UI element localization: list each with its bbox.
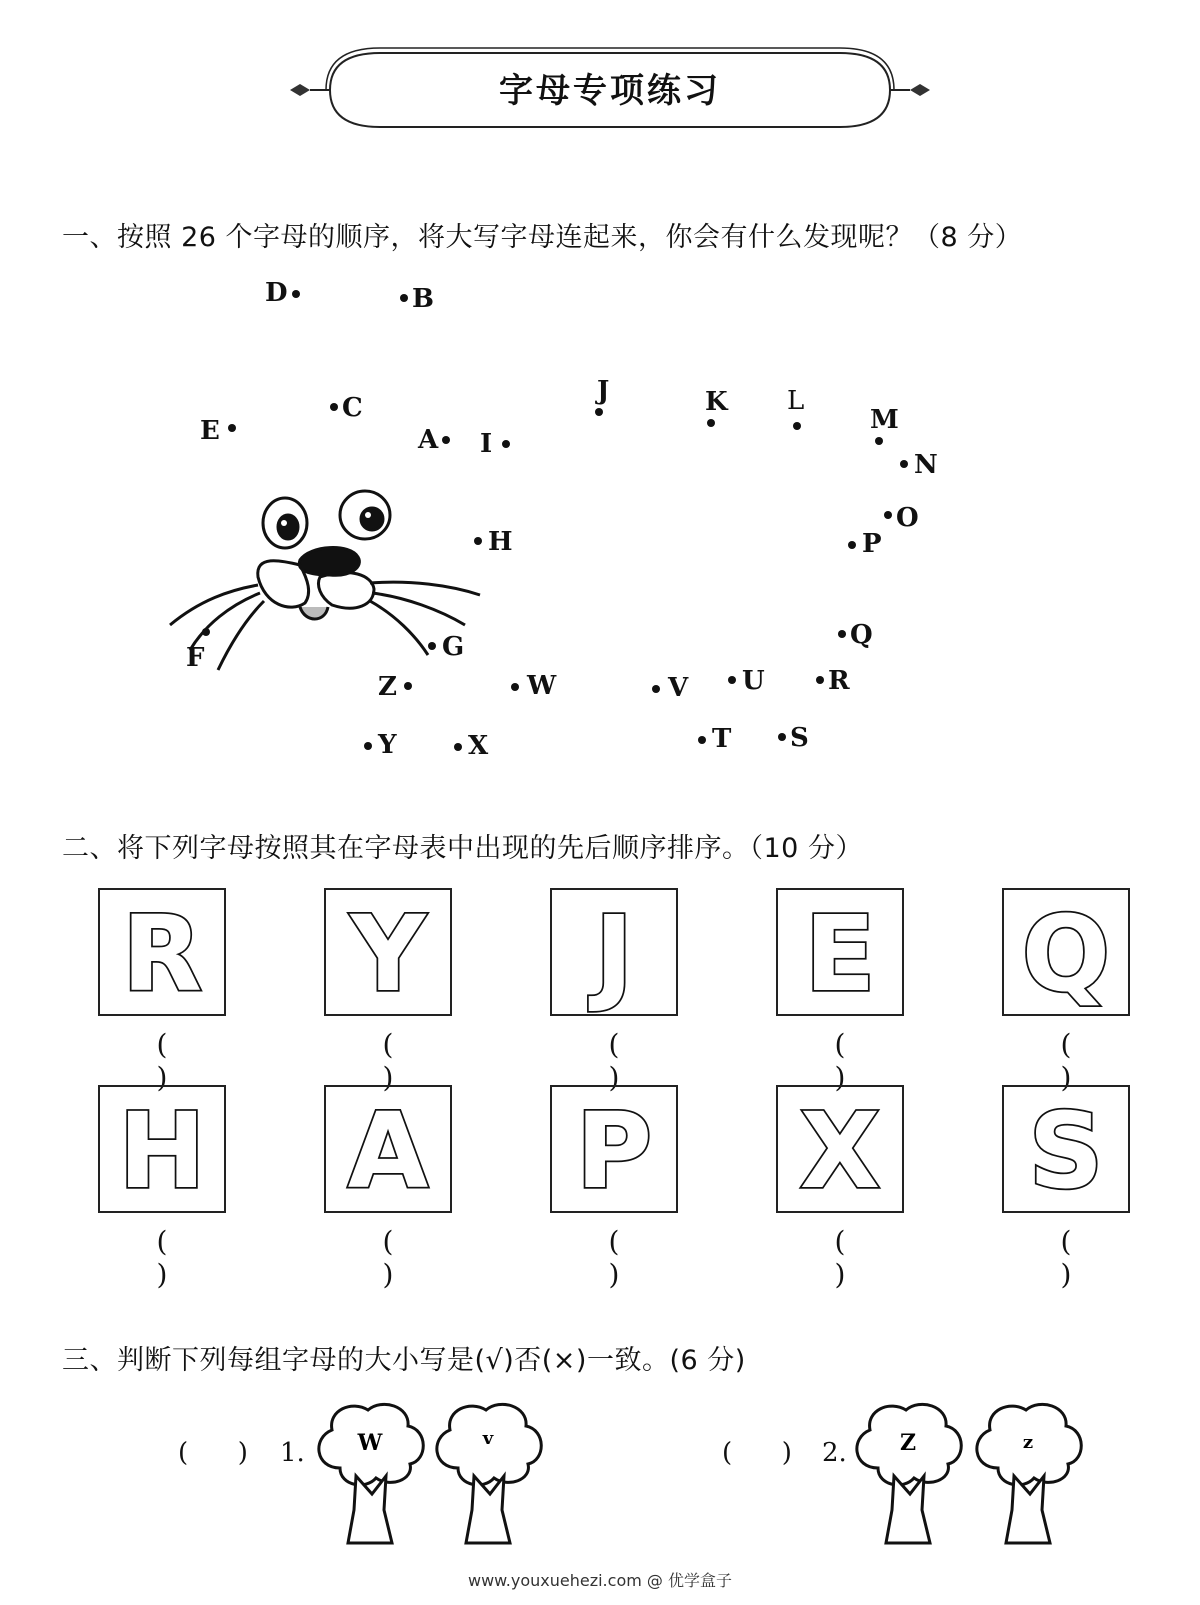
dot-marker	[442, 436, 450, 444]
dot-marker	[400, 294, 408, 302]
tree-upper-2	[848, 1398, 968, 1548]
dot-U[interactable]: U	[742, 668, 765, 694]
dot-L[interactable]: L	[787, 388, 804, 414]
card-letter: H	[118, 1090, 206, 1211]
dot-Y[interactable]: Y	[378, 732, 397, 758]
order-answer-blank[interactable]: ( )	[382, 1028, 438, 1094]
dot-I[interactable]: I	[480, 431, 492, 457]
dot-N[interactable]: N	[914, 452, 938, 478]
dot-marker	[848, 541, 856, 549]
letter-card	[776, 888, 904, 1016]
dot-marker	[454, 743, 462, 751]
order-answer-blank[interactable]: ( )	[1060, 1225, 1116, 1291]
letter-card	[776, 1085, 904, 1213]
card-letter: Y	[350, 893, 426, 1014]
order-answer-blank[interactable]: ( )	[156, 1225, 212, 1291]
dot-F[interactable]: F	[186, 645, 204, 671]
dot-marker	[202, 628, 210, 636]
card-letter: P	[575, 1090, 653, 1211]
letter-card	[98, 1085, 226, 1213]
item-number-2: 2.	[822, 1438, 847, 1468]
page-title: 字母专项练习	[499, 71, 721, 111]
dot-marker	[404, 682, 412, 690]
question-2: 二、将下列字母按照其在字母表中出现的先后顺序排序。（10 分）	[62, 833, 863, 864]
dot-marker	[330, 403, 338, 411]
dot-marker	[778, 733, 786, 741]
dot-D[interactable]: D	[265, 280, 288, 306]
tree-letter: Z	[899, 1430, 917, 1456]
dot-Z[interactable]: Z	[378, 674, 397, 700]
letter-card	[1002, 888, 1130, 1016]
dot-marker	[707, 419, 715, 427]
letter-card	[550, 1085, 678, 1213]
card-letter: E	[804, 893, 876, 1014]
tree-letter: v	[482, 1428, 494, 1449]
dot-C[interactable]: C	[342, 395, 363, 421]
card-letter: A	[347, 1090, 429, 1211]
title-banner	[290, 45, 930, 135]
dot-P[interactable]: P	[862, 531, 882, 557]
tree-upper-1	[310, 1398, 430, 1548]
dot-B[interactable]: B	[412, 286, 434, 312]
order-answer-blank[interactable]: ( )	[382, 1225, 438, 1291]
letter-card	[324, 888, 452, 1016]
question-1: 一、按照 26 个字母的顺序，将大写字母连起来，你会有什么发现呢？（8 分）	[62, 222, 1023, 253]
dot-to-dot-puzzle	[0, 270, 1200, 800]
dot-marker	[511, 683, 519, 691]
card-letter: J	[594, 893, 634, 1014]
card-letter: R	[121, 893, 203, 1014]
dot-A[interactable]: A	[418, 427, 438, 453]
dot-marker	[698, 736, 706, 744]
dot-K[interactable]: K	[705, 389, 728, 415]
dot-marker	[793, 422, 801, 430]
dot-marker	[652, 685, 660, 693]
dot-marker	[364, 742, 372, 750]
dot-marker	[875, 437, 883, 445]
tree-lower-2	[968, 1398, 1088, 1548]
dot-W[interactable]: W	[527, 673, 556, 699]
letter-card	[324, 1085, 452, 1213]
question-3: 三、判断下列每组字母的大小写是(√)否(×)一致。(6 分)	[62, 1345, 746, 1376]
order-answer-blank[interactable]: ( )	[608, 1225, 664, 1291]
dot-Q[interactable]: Q	[850, 622, 873, 648]
dot-marker	[428, 642, 436, 650]
dot-O[interactable]: O	[896, 505, 919, 531]
item-number-1: 1.	[280, 1438, 305, 1468]
letter-card	[550, 888, 678, 1016]
card-letter: S	[1028, 1090, 1104, 1211]
dot-V[interactable]: V	[668, 675, 688, 701]
dot-R[interactable]: R	[828, 668, 850, 694]
dot-J[interactable]: J	[597, 378, 609, 404]
dot-S[interactable]: S	[790, 725, 809, 751]
answer-blank-1[interactable]: ( )	[178, 1438, 248, 1468]
letter-card	[98, 888, 226, 1016]
letter-card	[1002, 1085, 1130, 1213]
dot-marker	[900, 460, 908, 468]
dot-X[interactable]: X	[468, 733, 488, 759]
order-answer-blank[interactable]: ( )	[156, 1028, 212, 1094]
dot-marker	[292, 290, 300, 298]
dot-E[interactable]: E	[200, 418, 220, 444]
tree-letter: W	[357, 1430, 383, 1456]
tree-letter: z	[1022, 1432, 1034, 1453]
order-answer-blank[interactable]: ( )	[834, 1028, 890, 1094]
dot-marker	[838, 630, 846, 638]
tree-lower-1	[428, 1398, 548, 1548]
dot-T[interactable]: T	[712, 726, 731, 752]
card-letter: X	[799, 1090, 881, 1211]
dot-H[interactable]: H	[488, 529, 513, 555]
dot-marker	[595, 408, 603, 416]
dot-marker	[228, 424, 236, 432]
dot-marker	[728, 676, 736, 684]
dot-marker	[474, 537, 482, 545]
order-answer-blank[interactable]: ( )	[1060, 1028, 1116, 1094]
order-answer-blank[interactable]: ( )	[608, 1028, 664, 1094]
dot-marker	[502, 440, 510, 448]
order-answer-blank[interactable]: ( )	[834, 1225, 890, 1291]
dot-G[interactable]: G	[442, 634, 464, 660]
dot-marker	[816, 676, 824, 684]
dot-marker	[884, 511, 892, 519]
answer-blank-2[interactable]: ( )	[722, 1438, 792, 1468]
dot-M[interactable]: M	[870, 407, 899, 433]
footer-watermark: www.youxuehezi.com @ 优学盒子	[468, 1571, 732, 1590]
card-letter: Q	[1021, 893, 1111, 1014]
